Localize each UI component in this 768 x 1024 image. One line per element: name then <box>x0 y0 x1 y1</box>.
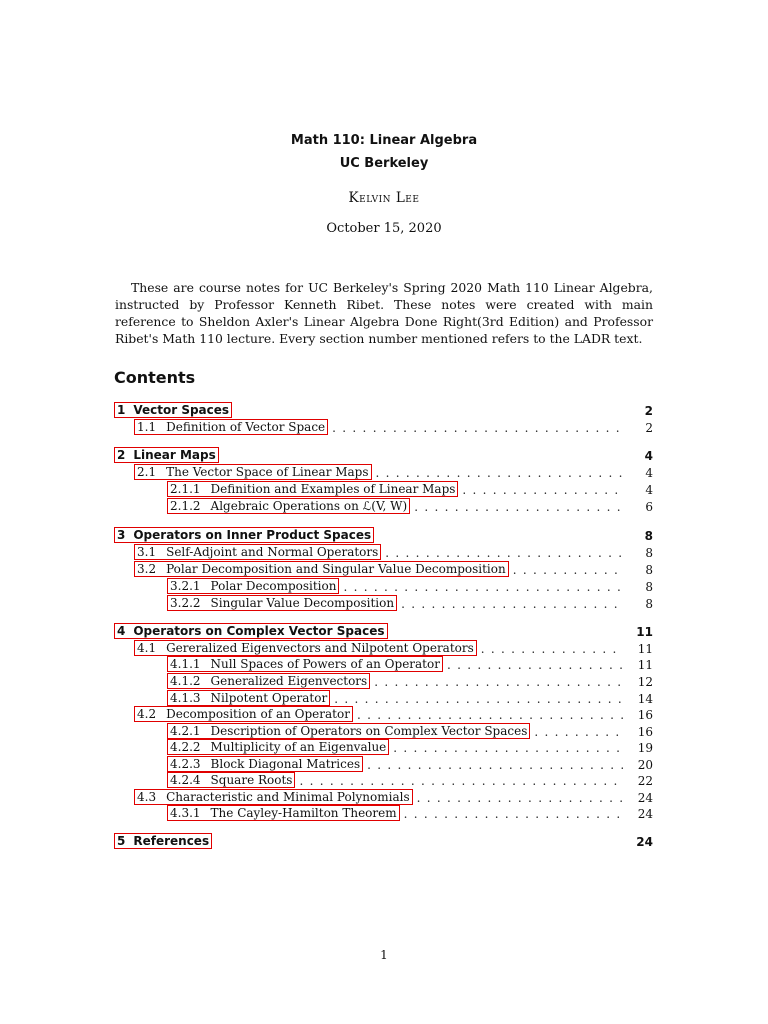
author-name: Kelvin Lee <box>348 190 420 206</box>
toc-link[interactable] <box>134 561 509 577</box>
toc-link[interactable] <box>167 772 295 788</box>
toc-section-number: 3 <box>117 528 126 542</box>
toc-section-title: Description of Operators on Complex Vector Spaces <box>210 724 528 738</box>
toc-link[interactable] <box>114 402 232 418</box>
toc-section-number: 1.1 <box>137 420 157 434</box>
toc-row <box>114 463 653 480</box>
toc-section-number: 4.2.1 <box>170 724 201 738</box>
toc-section-number: 3.2.1 <box>170 579 201 593</box>
toc-page-number: 24 <box>636 835 653 849</box>
toc-row <box>114 705 653 722</box>
toc-page-number: 8 <box>645 563 653 577</box>
toc-dot-leader <box>410 500 623 514</box>
toc-dot-leader <box>330 692 623 706</box>
toc-section-number: 2.1.2 <box>170 499 201 513</box>
toc-link[interactable] <box>114 447 219 463</box>
toc-dot-leader <box>509 563 623 577</box>
toc-row <box>114 401 653 418</box>
toc-section-number: 2 <box>117 448 126 462</box>
toc-page-number: 8 <box>645 597 653 611</box>
toc-dot-leader <box>477 642 623 656</box>
toc-page-number: 6 <box>645 500 653 514</box>
toc-section-number: 4.1.1 <box>170 657 201 671</box>
toc-page-number: 24 <box>637 807 653 821</box>
toc-section-title: Decomposition of an Operator <box>166 707 350 721</box>
toc-link[interactable] <box>167 498 410 514</box>
toc-page-number: 4 <box>645 466 653 480</box>
toc-dot-leader <box>328 421 623 435</box>
toc-page-number: 4 <box>644 449 653 463</box>
course-title: Math 110: Linear Algebra <box>290 133 478 148</box>
document-date: October 15, 2020 <box>326 221 442 236</box>
toc-section-title: Definition and Examples of Linear Maps <box>210 482 456 496</box>
toc-link[interactable] <box>114 833 212 849</box>
toc-row <box>114 622 653 639</box>
toc-section-title: Definition of Vector Space <box>166 420 326 434</box>
toc-dot-leader <box>530 725 623 739</box>
toc-section-number: 4.2.3 <box>170 757 201 771</box>
toc-row <box>114 788 653 805</box>
toc-page-number: 20 <box>637 758 653 772</box>
toc-dot-leader <box>458 483 623 497</box>
toc-section-title: Characteristic and Minimal Polynomials <box>166 790 410 804</box>
toc-dot-leader <box>353 708 623 722</box>
toc-section-title: Null Spaces of Powers of an Operator <box>210 657 440 671</box>
toc-section-title: Polar Decomposition <box>210 579 337 593</box>
toc-section-title: Multiplicity of an Eigenvalue <box>210 740 387 754</box>
toc-section-number: 4.2.4 <box>170 773 201 787</box>
toc-section-title: Algebraic Operations on ℒ(V, W) <box>210 499 408 513</box>
toc-link[interactable] <box>167 595 397 611</box>
toc-page-number: 2 <box>645 421 653 435</box>
toc-section-title: The Vector Space of Linear Maps <box>166 465 369 479</box>
toc-section-number: 4.1.3 <box>170 691 201 705</box>
toc-section-title: Vector Spaces <box>133 403 230 417</box>
toc-link[interactable] <box>167 756 363 772</box>
toc-dot-leader <box>370 675 623 689</box>
toc-row <box>114 655 653 672</box>
toc-link[interactable] <box>167 481 458 497</box>
toc-section-number: 2.1.1 <box>170 482 201 496</box>
toc-link[interactable] <box>167 723 530 739</box>
toc-link[interactable] <box>167 656 443 672</box>
toc-row <box>114 560 653 577</box>
toc-section-title: Square Roots <box>210 773 293 787</box>
toc-section-title: Generalized Eigenvectors <box>210 674 368 688</box>
toc-page-number: 24 <box>637 791 653 805</box>
toc-row <box>114 418 653 435</box>
toc-section-number: 4.3 <box>137 790 157 804</box>
toc-link[interactable] <box>134 544 381 560</box>
toc-dot-leader <box>363 758 623 772</box>
toc-link[interactable] <box>167 805 400 821</box>
toc-section-title: Self-Adjoint and Normal Operators <box>166 545 379 559</box>
toc-section-title: Polar Decomposition and Singular Value Decomposition <box>166 562 506 576</box>
toc-page-number: 8 <box>645 580 653 594</box>
toc-dot-leader <box>295 774 623 788</box>
toc-link[interactable] <box>134 789 413 805</box>
toc-row <box>114 771 653 788</box>
toc-page-number: 14 <box>637 692 653 706</box>
toc-page-number: 11 <box>637 642 653 656</box>
toc-link[interactable] <box>167 739 389 755</box>
page-number: 1 <box>380 948 388 962</box>
toc-section-number: 3.2.2 <box>170 596 201 610</box>
toc-section-title: Block Diagonal Matrices <box>210 757 361 771</box>
abstract-paragraph: These are course notes for UC Berkeley's Spring 2020 Math 110 Linear Algebra, instructed by Professor Kenneth Ribet. These notes were created with main reference to Sheldon Axler's Linear Algebra Done Right(3rd Edition) and Professor Ribet's Math 110 lecture. Every section number mentioned refers to the LADR text. <box>115 280 653 346</box>
toc-section-title: Gereralized Eigenvectors and Nilpotent Operators <box>166 641 474 655</box>
toc-link[interactable] <box>167 673 370 689</box>
toc-page-number: 11 <box>636 625 653 639</box>
toc-dot-leader <box>389 741 623 755</box>
toc-page-number: 22 <box>637 774 653 788</box>
toc-row <box>114 689 653 706</box>
toc-link[interactable] <box>167 578 339 594</box>
toc-section-number: 3.1 <box>137 545 157 559</box>
toc-link[interactable] <box>134 640 477 656</box>
toc-row <box>114 446 653 463</box>
toc-page-number: 8 <box>645 546 653 560</box>
toc-section-number: 4.1 <box>137 641 157 655</box>
toc-link[interactable] <box>134 706 353 722</box>
toc-section-number: 4 <box>117 624 126 638</box>
toc-row <box>114 577 653 594</box>
toc-row <box>114 526 653 543</box>
toc-page-number: 2 <box>644 404 653 418</box>
toc-page-number: 19 <box>637 741 653 755</box>
toc-link[interactable] <box>114 623 388 639</box>
toc-section-number: 4.1.2 <box>170 674 201 688</box>
toc-row <box>114 738 653 755</box>
contents-heading: Contents <box>114 368 196 387</box>
toc-section-title: References <box>133 834 210 848</box>
toc-section-title: Singular Value Decomposition <box>210 596 395 610</box>
toc-dot-leader <box>400 807 623 821</box>
toc-row <box>114 497 653 514</box>
toc-row <box>114 755 653 772</box>
toc-section-title: Operators on Inner Product Spaces <box>133 528 372 542</box>
toc-dot-leader <box>372 466 623 480</box>
toc-dot-leader <box>413 791 623 805</box>
toc-page-number: 8 <box>644 529 653 543</box>
toc-section-title: Operators on Complex Vector Spaces <box>133 624 385 638</box>
toc-section-number: 3.2 <box>137 562 157 576</box>
toc-section-title: Nilpotent Operator <box>210 691 328 705</box>
toc-page-number: 16 <box>637 708 653 722</box>
toc-section-number: 1 <box>117 403 126 417</box>
toc-section-title: The Cayley-Hamilton Theorem <box>210 806 397 820</box>
toc-dot-leader <box>339 580 623 594</box>
toc-section-number: 2.1 <box>137 465 157 479</box>
toc-section-number: 5 <box>117 834 126 848</box>
toc-dot-leader <box>381 546 623 560</box>
toc-link[interactable] <box>167 690 330 706</box>
toc-dot-leader <box>397 597 623 611</box>
toc-section-number: 4.2.2 <box>170 740 201 754</box>
toc-link[interactable] <box>134 419 328 435</box>
toc-page-number: 11 <box>637 658 653 672</box>
toc-row <box>114 594 653 611</box>
toc-page-number: 4 <box>645 483 653 497</box>
school-title: UC Berkeley <box>339 156 429 171</box>
toc-row <box>114 722 653 739</box>
toc-row <box>114 480 653 497</box>
toc-row <box>114 832 653 849</box>
toc-section-number: 4.2 <box>137 707 157 721</box>
toc-page-number: 16 <box>637 725 653 739</box>
toc-section-title: Linear Maps <box>133 448 216 462</box>
toc-link[interactable] <box>114 527 374 543</box>
toc-row <box>114 672 653 689</box>
toc-row <box>114 639 653 656</box>
toc-dot-leader <box>443 658 623 672</box>
toc-page-number: 12 <box>637 675 653 689</box>
toc-row <box>114 543 653 560</box>
toc-link[interactable] <box>134 464 372 480</box>
toc-section-number: 4.3.1 <box>170 806 201 820</box>
toc-row <box>114 804 653 821</box>
